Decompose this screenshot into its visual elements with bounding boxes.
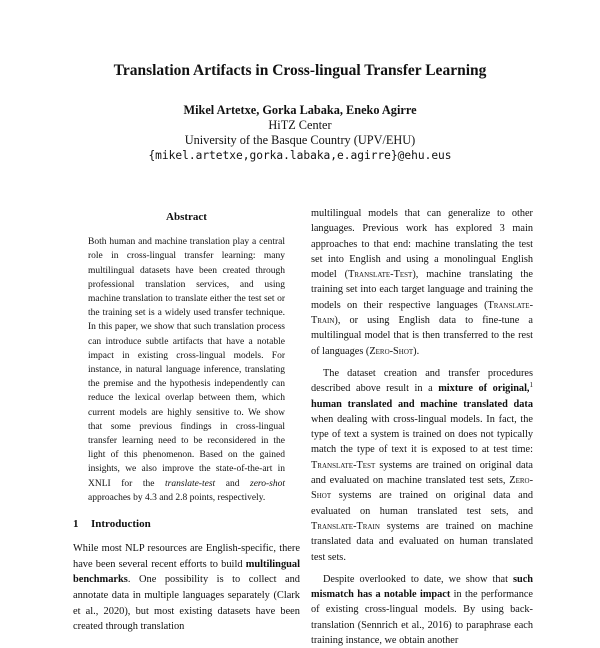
method-name: Translate-Test [311, 459, 376, 471]
section-title: Introduction [91, 518, 151, 531]
intro-bold: multilingual benchmarks [73, 558, 300, 586]
method-name: Translate-Train [311, 299, 533, 327]
body-text: The dataset creation and transfer procedures described above result in a [311, 367, 533, 395]
abstract-italic-zero-shot: zero-shot [250, 478, 286, 489]
intro-text: While most NLP resources are English-specific, there have been several recent efforts to build [73, 543, 300, 570]
abstract-text: and [215, 478, 250, 489]
body-text: multilingual models that can generalize to other languages. Previous work has explored 3 main approaches to that end: machine translating the test set into English and using a monolingual English model ( [311, 208, 533, 281]
left-column [73, 206, 300, 635]
author-block [0, 103, 600, 163]
method-name: Zero-Shot [311, 475, 533, 502]
right-column [311, 206, 533, 648]
body-bold: such mismatch has a notable impact [311, 573, 533, 601]
author-names: Mikel Artetxe, Gorka Labaka, Eneko Agirre [183, 103, 417, 117]
body-bold: mixture of original, [438, 383, 530, 395]
intro-text: . One possibility is to collect and annotate data in multiple languages separately (Clark et al., 2020), but most existing datasets have been created through translation [73, 574, 300, 633]
abstract-heading: Abstract [166, 211, 207, 223]
body-text: when dealing with cross-lingual models. In fact, the type of text a system is trained on does not typically match the type of text it is exposed to at test time: [311, 413, 533, 456]
body-text: ). [413, 345, 420, 357]
abstract-text: Both human and machine translation play a central role in cross-lingual transfer learning: many multilingual datasets have been created through professional translation services, and using machine translation to translate either the test set or the training set is a widely used transfer technique. In this paper, we show that such translation process can introduce subtle artifacts that have a notable impact in existing cross-lingual models. For instance, in natural language inference, translating the premise and the hypothesis independently can reduce the lexical overlap between them, which current models are highly sensitive to. We show that some previous findings in cross-lingual transfer learning need to be reconsidered in the light of this phenomenon. Based on the gained insights, we also improve the state-of-the-art in XNLI for the [88, 237, 285, 489]
section-number: 1 [73, 518, 79, 531]
right-paragraph-1 [311, 206, 533, 359]
abstract-italic-translate-test: translate-test [165, 478, 216, 489]
body-bold: human translated and machine translated data [311, 398, 533, 410]
body-text: ), machine translating the training set into each target language and training the models on their respective languages ( [311, 269, 533, 311]
method-name: Translate-Train [311, 520, 380, 532]
footnote-marker[interactable]: 1 [529, 381, 533, 390]
body-text: systems are trained on machine translated data and evaluated on human translated test sets. [311, 520, 533, 563]
body-text: systems are trained on original data and evaluated on machine translated test sets, [311, 459, 533, 487]
section-heading-introduction [73, 517, 300, 532]
abstract-body [88, 235, 285, 505]
right-paragraph-2 [311, 366, 533, 565]
method-name: Zero-Shot [369, 345, 414, 357]
abstract-text: approaches by 4.3 and 2.8 points, respectively. [88, 492, 266, 503]
method-name: Translate-Test [348, 269, 413, 281]
paper-title: Translation Artifacts in Cross-lingual Transfer Learning [113, 62, 487, 79]
author-emails: {mikel.artetxe,gorka.labaka,e.agirre}@ehu.eus [148, 149, 452, 162]
affiliation-university: University of the Basque Country (UPV/EHU) [184, 133, 416, 147]
affiliation-center: HiTZ Center [268, 118, 332, 132]
right-paragraph-3 [311, 572, 533, 648]
body-text: in the performance of existing cross-lingual models. By using back-translation (Sennrich et al., 2016) to paraphrase each training instance, we obtain another [311, 589, 533, 647]
body-text: systems are trained on original data and evaluated on human translated test sets, and [311, 490, 533, 517]
body-text: ), or using English data to fine-tune a multilingual model that is then transferred to the rest of languages ( [311, 315, 533, 357]
body-text: Despite overlooked to date, we show that [323, 573, 513, 585]
introduction-paragraph [73, 541, 300, 635]
